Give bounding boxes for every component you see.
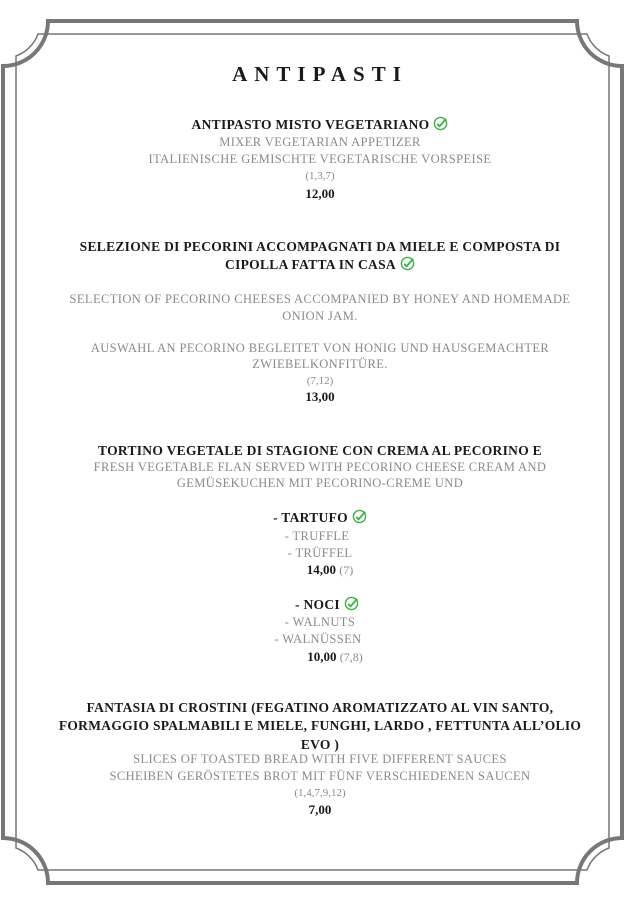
allergens-text: (7,8): [339, 650, 363, 664]
page-title: ANTIPASTI: [232, 62, 408, 86]
variant-price: [15, 648, 640, 666]
dish-english: SLICES OF TOASTED BREAD WITH FIVE DIFFERENT SAUCES: [133, 752, 507, 766]
dish-allergens: (7,12): [306, 375, 334, 387]
dish-german: SCHEIBEN GERÖSTETES BROT MIT FÜNF VERSCHIEDENEN SAUCEN: [109, 769, 531, 783]
dish-price: 12,00: [305, 186, 335, 201]
vegetarian-leaf-icon: [433, 116, 448, 131]
dish-name: [0, 116, 640, 134]
dish-allergens: (1,4,7,9,12): [294, 787, 346, 799]
dish-price: 13,00: [305, 389, 335, 404]
variant-name: [7, 596, 640, 614]
dish-english: MIXER VEGETARIAN APPETIZER: [219, 135, 421, 149]
price-text: 14,00: [306, 562, 336, 577]
dish-english: SELECTION OF PECORINO CHEESES ACCOMPANIED BY HONEY AND HOMEMADE: [69, 292, 571, 306]
variant-name-text: - NOCI: [295, 597, 340, 612]
price-text: 10,00: [307, 649, 337, 664]
dish-allergens: (1,3,7): [305, 170, 335, 182]
dish-name: TORTINO VEGETALE DI STAGIONE CON CREMA AL PECORINO E: [98, 443, 542, 458]
dish-price: 7,00: [308, 802, 332, 817]
vegetarian-leaf-icon: [400, 256, 415, 271]
dish-english: FRESH VEGETABLE FLAN SERVED WITH PECORINO CHEESE CREAM AND: [93, 460, 547, 474]
dish-german: AUSWAHL AN PECORINO BEGLEITET VON HONIG UND HAUSGEMACHTER: [90, 341, 550, 355]
dish-name: FORMAGGIO SPALMABILI E MIELE, FUNGHI, LARDO , FETTUNTA ALL’OLIO: [58, 718, 582, 733]
dish-name: [0, 256, 640, 274]
allergens-text: (7): [339, 563, 354, 577]
dish-name-text: ANTIPASTO MISTO VEGETARIANO: [191, 117, 430, 132]
dish-english: ONION JAM.: [282, 309, 358, 323]
dish-name: SELEZIONE DI PECORINI ACCOMPAGNATI DA MIELE E COMPOSTA DI: [79, 239, 561, 254]
variant-name-text: - TARTUFO: [273, 510, 348, 525]
vegetarian-leaf-icon: [344, 596, 359, 611]
variant-english: - TRUFFLE: [284, 529, 350, 543]
dish-german: GEMÜSEKUCHEN MIT PECORINO-CREME UND: [176, 476, 464, 490]
variant-name: [0, 509, 640, 527]
variant-german: - WALNÜSSEN: [274, 632, 362, 646]
variant-german: - TRÜFFEL: [287, 546, 353, 560]
variant-price: [10, 561, 640, 579]
dish-german: ZWIEBELKONFITÜRE.: [252, 357, 388, 371]
variant-english: - WALNUTS: [284, 615, 356, 629]
dish-name: FANTASIA DI CROSTINI (FEGATINO AROMATIZZATO AL VIN SANTO,: [86, 700, 554, 715]
dish-german: ITALIENISCHE GEMISCHTE VEGETARISCHE VORSPEISE: [148, 152, 492, 166]
dish-name-text: CIPOLLA FATTA IN CASA: [225, 257, 396, 272]
dish-name: EVO ): [300, 737, 340, 752]
vegetarian-leaf-icon: [352, 509, 367, 524]
